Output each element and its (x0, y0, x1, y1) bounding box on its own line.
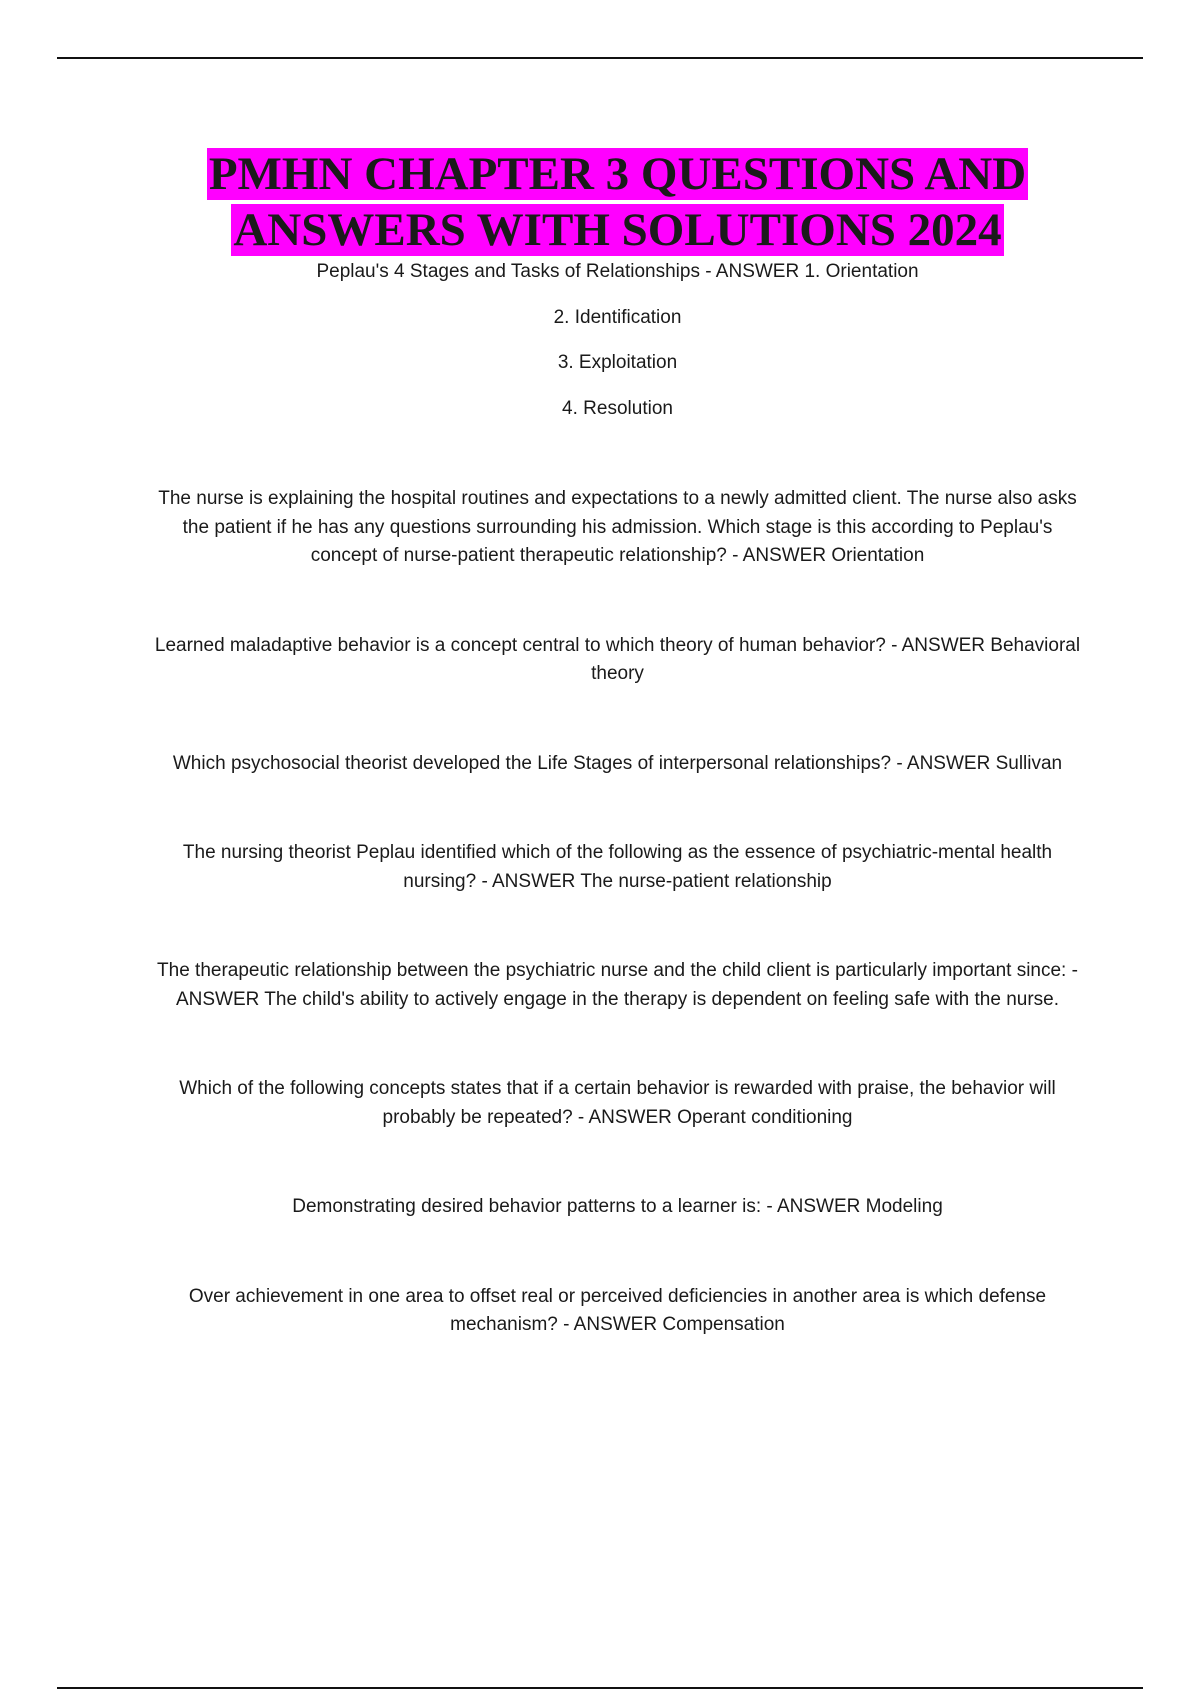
qa-item: The therapeutic relationship between the psychiatric nurse and the child client is particularly important since: - ANSWER The child's ability to actively engage in the therapy is dependent on feeling safe with the nurse. (157, 960, 1078, 1010)
bottom-rule (57, 1687, 1143, 1689)
qa-item-peplau-stages: Peplau's 4 Stages and Tasks of Relationships - ANSWER 1. Orientation (316, 261, 919, 282)
qa-item: Which psychosocial theorist developed the Life Stages of interpersonal relationships? - ANSWER Sullivan (172, 752, 1063, 774)
qa-item: Which of the following concepts states that if a certain behavior is rewarded with praise, the behavior will probably be repeated? - ANSWER Operant conditioning (179, 1078, 1056, 1128)
stage-item-resolution: 4. Resolution (562, 397, 673, 419)
qa-item: Over achievement in one area to offset real or perceived deficiencies in another area is which defense mechanism? - ANSWER Compensation (188, 1285, 1047, 1335)
qa-item: Demonstrating desired behavior patterns to a learner is: - ANSWER Modeling (292, 1196, 943, 1217)
top-rule (57, 57, 1143, 59)
document-body (150, 146, 1085, 1340)
stage-list (150, 304, 1085, 424)
qa-item: Learned maladaptive behavior is a concept central to which theory of human behavior? - ANSWER Behavioral theory (154, 634, 1081, 684)
stage-item-exploitation: 3. Exploitation (557, 352, 678, 373)
stage-item-identification: 2. Identification (553, 306, 682, 328)
title-line-1: PMHN CHAPTER 3 QUESTIONS AND (208, 148, 1027, 200)
qa-item: The nursing theorist Peplau identified which of the following as the essence of psychiatric-mental health nursing? - ANSWER The nurse-patient relationship (182, 842, 1053, 892)
page-title (150, 146, 1085, 258)
title-line-2: ANSWERS WITH SOLUTIONS 2024 (233, 204, 1002, 256)
qa-item: The nurse is explaining the hospital routines and expectations to a newly admitted client. The nurse also asks the patient if he has any questions surrounding his admission. Which stage is this according to Peplau's concept of nurse-patient therapeutic relationship? - ANSWER Orientation (158, 488, 1077, 566)
